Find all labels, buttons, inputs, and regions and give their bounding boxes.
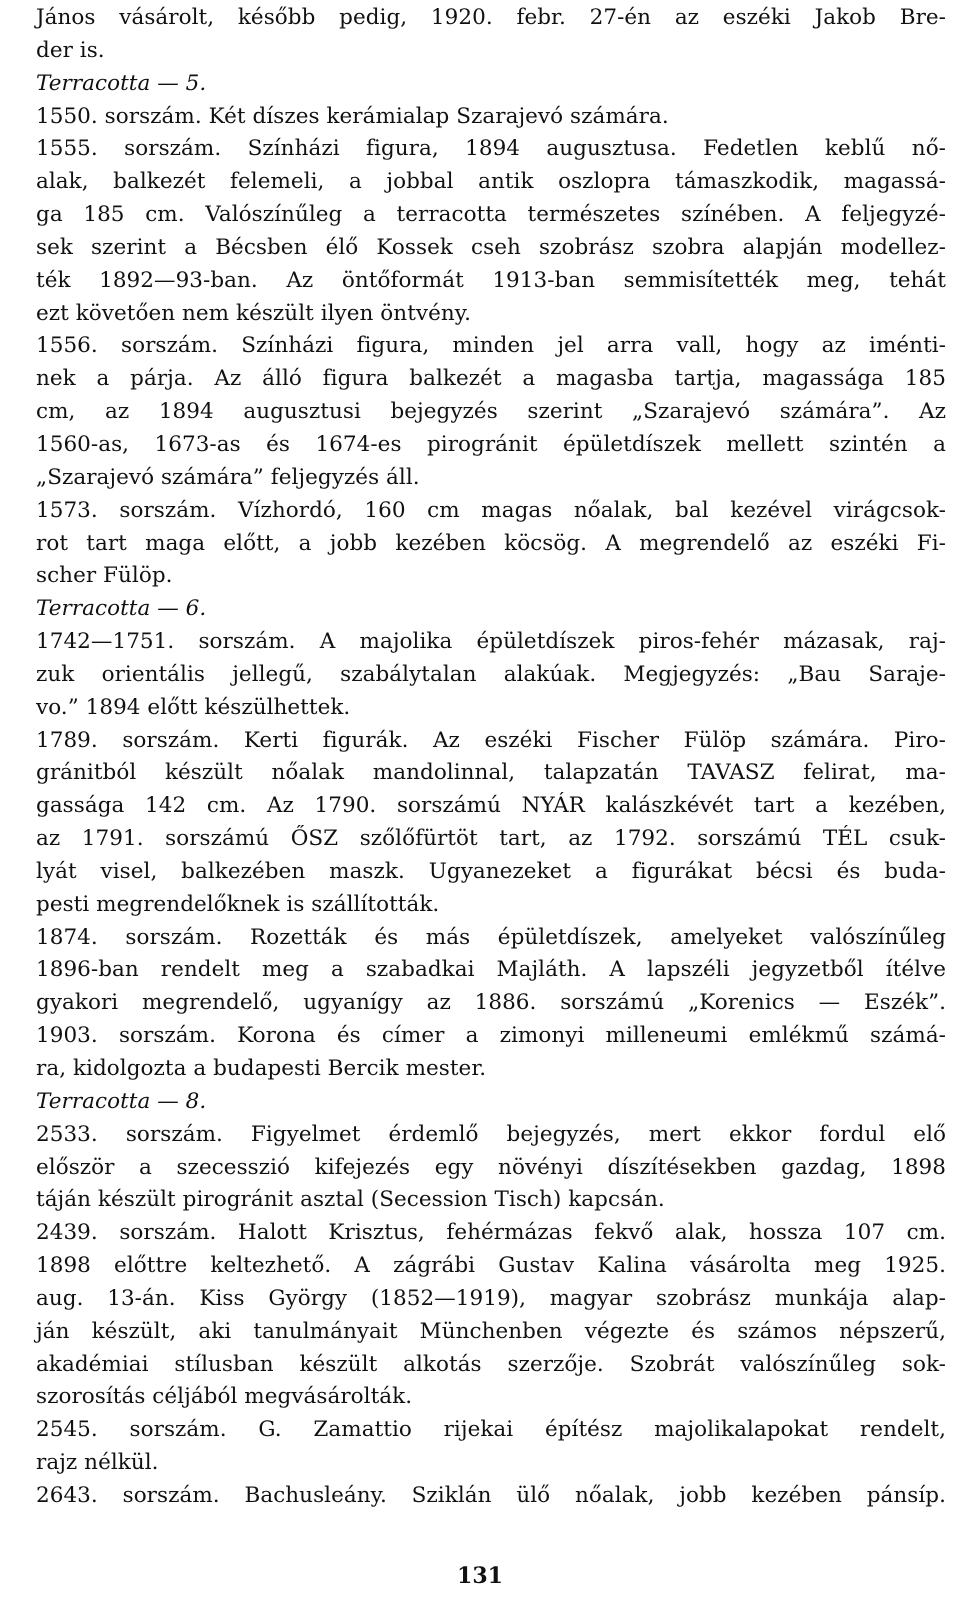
text-line: 1560-as, 1673-as és 1674-es pirogránit épületdíszek mellett szintén a: [36, 431, 946, 457]
text-line: 1573. sorszám. Vízhordó, 160 cm magas nőalak, bal kezével virágcsok-: [36, 497, 946, 523]
text-line: 1874. sorszám. Rozetták és más épületdíszek, amelyeket valószínűleg: [36, 924, 946, 950]
text-line: 1789. sorszám. Kerti figurák. Az eszéki Fischer Fülöp számára. Piro-: [36, 727, 946, 753]
text-line: cm, az 1894 augusztusi bejegyzés szerint „Szarajevó számára”. Az: [36, 399, 946, 425]
text-line: 1898 előttre keltezhető. A zágrábi Gustav Kalina vásárolta meg 1925.: [36, 1253, 946, 1279]
text-line: zuk orientális jellegű, szabálytalan alakúak. Megjegyzés: „Bau Saraje-: [36, 661, 946, 687]
section-heading: Terracotta — 8.: [36, 1088, 207, 1114]
text-line: gránitból készült nőalak mandolinnal, talapzatán TAVASZ felirat, ma-: [36, 760, 946, 786]
text-line: 1903. sorszám. Korona és címer a zimonyi milleneumi emlékmű számá-: [36, 1023, 946, 1049]
text-line: ték 1892—93-ban. Az öntőformát 1913-ban semmisítették meg, tehát: [36, 267, 946, 293]
text-line: rajz nélkül.: [36, 1450, 159, 1476]
text-line: gyakori megrendelő, ugyanígy az 1886. sorszámú „Korenics — Eszék”.: [36, 990, 946, 1016]
text-line: ezt követően nem készült ilyen öntvény.: [36, 300, 471, 326]
text-line: 2545. sorszám. G. Zamattio rijekai építész majolikalapokat rendelt,: [36, 1417, 946, 1443]
text-line: ra, kidolgozta a budapesti Bercik mester.: [36, 1056, 487, 1081]
text-line: lyát visel, balkezében maszk. Ugyanezeket a figurákat bécsi és buda-: [36, 858, 946, 884]
text-line: der is.: [36, 37, 105, 63]
text-line: táján készült pirogránit asztal (Secession Tisch) kapcsán.: [36, 1187, 665, 1213]
text-line: alak, balkezét felemeli, a jobbal antik oszlopra támaszkodik, magassá-: [36, 169, 946, 195]
text-line: akadémiai stílusban készült alkotás szerzője. Szobrát valószínűleg sok-: [36, 1351, 946, 1377]
text-line: szorosítás céljából megvásárolták.: [36, 1384, 413, 1410]
text-line: az 1791. sorszámú ŐSZ szőlőfürtöt tart, az 1792. sorszámú TÉL csuk-: [36, 826, 946, 852]
text-line: 2439. sorszám. Halott Krisztus, fehérmázas fekvő alak, hossza 107 cm.: [36, 1220, 946, 1246]
text-line: ján készült, aki tanulmányait Münchenben végezte és számos népszerű,: [36, 1318, 946, 1344]
text-line: 1556. sorszám. Színházi figura, minden jel arra vall, hogy az iménti-: [36, 333, 946, 359]
text-line: ga 185 cm. Valószínűleg a terracotta természetes színében. A feljegyzé-: [36, 202, 946, 228]
text-line: scher Fülöp.: [36, 563, 173, 589]
text-line: aug. 13-án. Kiss György (1852—1919), magyar szobrász munkája alap-: [36, 1285, 946, 1311]
text-line: vo.” 1894 előtt készülhettek.: [36, 694, 351, 720]
text-line: 1550. sorszám. Két díszes kerámialap Szarajevó számára.: [36, 103, 669, 129]
text-line: gassága 142 cm. Az 1790. sorszámú NYÁR kalászkévét tart a kezében,: [36, 793, 946, 819]
text-line: 1742—1751. sorszám. A majolika épületdíszek piros-fehér mázasak, raj-: [36, 629, 946, 655]
text-line: pesti megrendelőknek is szállították.: [36, 891, 440, 917]
text-line: 1896-ban rendelt meg a szabadkai Majláth. A lapszéli jegyzetből ítélve: [36, 957, 946, 983]
text-line: nek a párja. Az álló figura balkezét a magasba tartja, magassága 185: [36, 366, 946, 392]
text-line: először a szecesszió kifejezés egy növényi díszítésekben gazdag, 1898: [36, 1154, 946, 1180]
text-line: sek szerint a Bécsben élő Kossek cseh szobrász szobra alapján modellez-: [36, 234, 946, 260]
text-line: 2643. sorszám. Bachusleány. Sziklán ülő nőalak, jobb kezében pánsíp.: [36, 1482, 946, 1508]
text-line: „Szarajevó számára” feljegyzés áll.: [36, 464, 420, 490]
text-line: 1555. sorszám. Színházi figura, 1894 augusztusa. Fedetlen keblű nő-: [36, 136, 946, 162]
page-number: 131: [457, 1563, 503, 1589]
section-heading: Terracotta — 6.: [36, 596, 207, 622]
section-heading: Terracotta — 5.: [36, 70, 207, 96]
text-line: 2533. sorszám. Figyelmet érdemlő bejegyzés, mert ekkor fordul elő: [36, 1121, 946, 1147]
text-line: János vásárolt, később pedig, 1920. febr. 27-én az eszéki Jakob Bre-: [36, 5, 946, 30]
text-line: rot tart maga előtt, a jobb kezében köcsög. A megrendelő az eszéki Fi-: [36, 530, 946, 556]
body-text: [36, 2, 946, 1513]
